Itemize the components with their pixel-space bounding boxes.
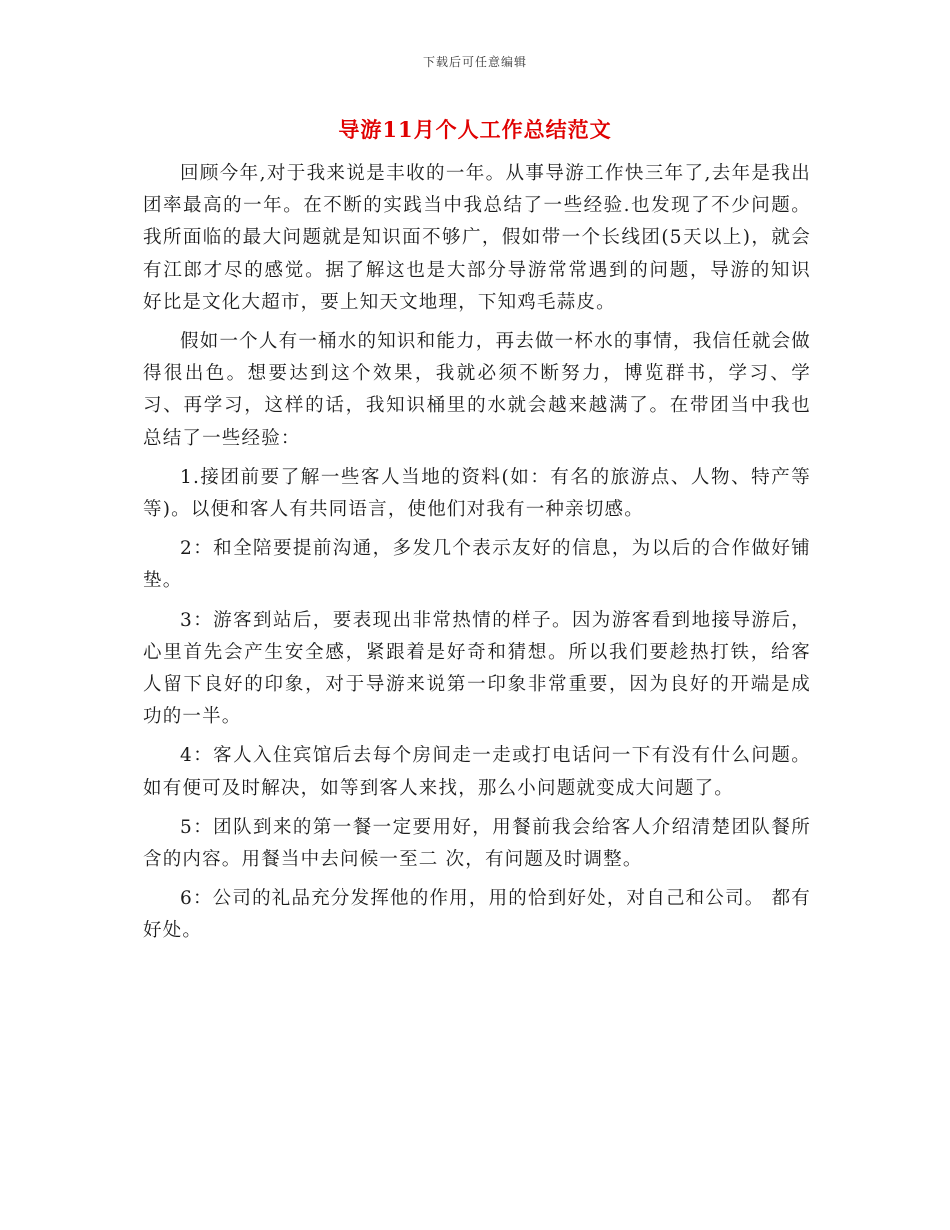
document-title: 导游11月个人工作总结范文 (338, 117, 612, 142)
document-body (143, 158, 811, 948)
paragraph-tip-1: 1.接团前要了解一些客人当地的资料(如：有名的旅游点、人物、特产等等)。以便和客人有共同语言，使他们对我有一种亲切感。 (143, 466, 811, 521)
header-note: 下载后可任意编辑 (422, 55, 527, 69)
paragraph-intro: 回顾今年,对于我来说是丰收的一年。从事导游工作快三年了,去年是我出团率最高的一年。在不断的实践当中我总结了一些经验.也发现了不少问题。我所面临的最大问题就是知识面不够广，假如带一个长线团(5天以上)，就会有江郎才尽的感觉。据了解这也是大部分导游常常遇到的问题，导游的知识好比是文化大超市，要上知天文地理，下知鸡毛蒜皮。 (143, 163, 811, 313)
paragraph-tip-5: 5：团队到来的第一餐一定要用好，用餐前我会给客人介绍清楚团队餐所含的内容。用餐当中去问候一至二 次，有问题及时调整。 (143, 816, 811, 871)
paragraph-tip-3: 3：游客到站后，要表现出非常热情的样子。因为游客看到地接导游后，心里首先会产生安全感，紧跟着是好奇和猜想。所以我们要趁热打铁，给客人留下良好的印象，对于导游来说第一印象非常重要，因为良好的开端是成功的一半。 (143, 609, 811, 728)
paragraph-tip-2: 2：和全陪要提前沟通，多发几个表示友好的信息，为以后的合作做好铺垫。 (143, 538, 811, 592)
paragraph-tip-4: 4：客人入住宾馆后去每个房间走一走或打电话问一下有没有什么问题。如有便可及时解决，如等到客人来找，那么小问题就变成大问题了。 (143, 745, 811, 799)
paragraph-tip-6: 6：公司的礼品充分发挥他的作用，用的恰到好处，对自己和公司。 都有好处。 (143, 888, 811, 942)
paragraph-knowledge: 假如一个人有一桶水的知识和能力，再去做一杯水的事情，我信任就会做得很出色。想要达到这个效果，我就必须不断努力，博览群书，学习、学习、再学习，这样的话，我知识桶里的水就会越来越满了。在带团当中我也总结了一些经验： (143, 331, 811, 449)
